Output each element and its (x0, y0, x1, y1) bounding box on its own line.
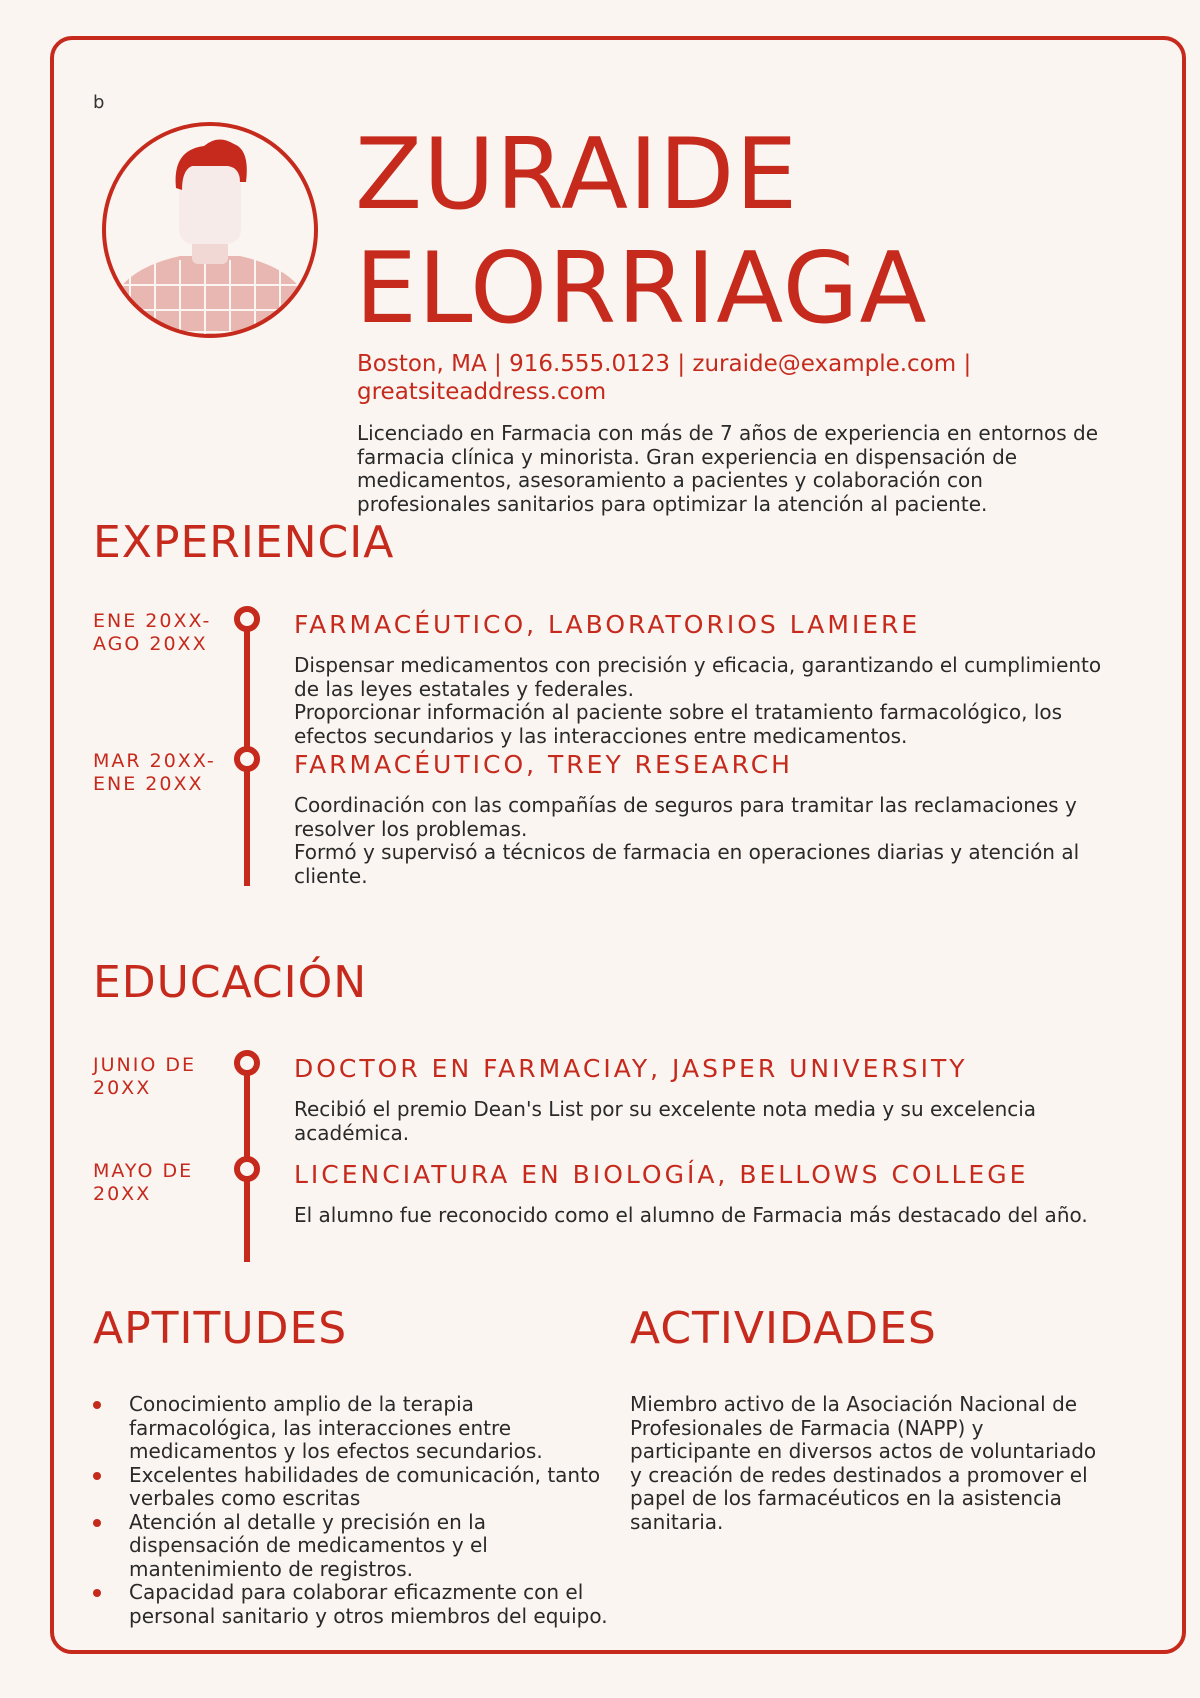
education-description-line: El alumno fue reconocido como el alumno de Farmacia más destacado del año. (294, 1203, 1088, 1227)
skill-item: Excelentes habilidades de comunicación, tanto verbales como escritas (93, 1464, 613, 1511)
education-title: DOCTOR EN FARMACIAY, JASPER UNIVERSITY (294, 1054, 968, 1083)
section-title-education: EDUCACIÓN (93, 957, 368, 1008)
education-description (294, 1098, 1124, 1145)
job-description-line: Formó y supervisó a técnicos de farmacia en operaciones diarias y atención al cliente. (294, 840, 1080, 888)
section-title-skills: APTITUDES (93, 1303, 348, 1354)
person-avatar-icon (100, 120, 320, 340)
job-date: MAR 20XX- ENE 20XX (93, 750, 216, 795)
skill-item: Atención al detalle y precisión en la dispensación de medicamentos y el mantenimiento de registros. (93, 1511, 613, 1582)
education-title: LICENCIATURA EN BIOLOGÍA, BELLOWS COLLEGE (294, 1160, 1029, 1189)
education-description-line: Recibió el premio Dean's List por su excelente nota media y su excelencia académica. (294, 1097, 1037, 1145)
name-line-2: ELORRIAGA (355, 232, 928, 346)
job-description-line: Proporcionar información al paciente sobre el tratamiento farmacológico, los efectos secundarios y las interacciones entre medicamentos. (294, 700, 1063, 748)
education-date: MAYO DE 20XX (93, 1160, 194, 1205)
timeline-dot-icon (234, 606, 260, 632)
job-title: FARMACÉUTICO, LABORATORIOS LAMIERE (294, 610, 921, 639)
job-description-line: Coordinación con las compañías de seguros para tramitar las reclamaciones y resolver los problemas. (294, 793, 1077, 841)
contact-line-1: Boston, MA | 916.555.0123 | zuraide@example.com | (357, 351, 972, 377)
contact-info (357, 350, 1137, 406)
education-description (294, 1204, 1124, 1228)
skill-item: Conocimiento amplio de la terapia farmacológica, las interacciones entre medicamentos y los efectos secundarios. (93, 1393, 613, 1464)
avatar (100, 120, 320, 340)
timeline-dot-icon (234, 1050, 260, 1076)
section-title-activities: ACTIVIDADES (630, 1303, 937, 1354)
candidate-name (355, 118, 928, 346)
profile-summary: Licenciado en Farmacia con más de 7 años de experiencia en entornos de farmacia clínica y minorista. Gran experiencia en dispensación de medicamentos, asesoramiento a pacientes y colaboración con profesionales sanitarios para optimizar la atención al paciente. (357, 421, 1099, 516)
job-description-line: Dispensar medicamentos con precisión y eficacia, garantizando el cumplimiento de las leyes estatales y federales. (294, 653, 1102, 701)
skills-list (93, 1393, 613, 1628)
timeline-dot-icon (234, 1156, 260, 1182)
education-date: JUNIO DE 20XX (93, 1054, 196, 1099)
contact-line-2: greatsiteaddress.com (357, 379, 607, 405)
job-description (294, 794, 1124, 888)
job-description (294, 654, 1124, 748)
section-title-experience: EXPERIENCIA (93, 517, 395, 568)
timeline-dot-icon (234, 746, 260, 772)
activities-text: Miembro activo de la Asociación Nacional de Profesionales de Farmacia (NAPP) y participante en diversos actos de voluntariado y creación de redes destinados a promover el papel de los farmacéuticos en la asistencia sanitaria. (630, 1392, 1097, 1534)
corner-mark: b (93, 92, 105, 113)
name-line-1: ZURAIDE (355, 118, 799, 232)
skill-item: Capacidad para colaborar eficazmente con el personal sanitario y otros miembros del equipo. (93, 1581, 613, 1628)
job-title: FARMACÉUTICO, TREY RESEARCH (294, 750, 793, 779)
job-date: ENE 20XX- AGO 20XX (93, 610, 212, 655)
